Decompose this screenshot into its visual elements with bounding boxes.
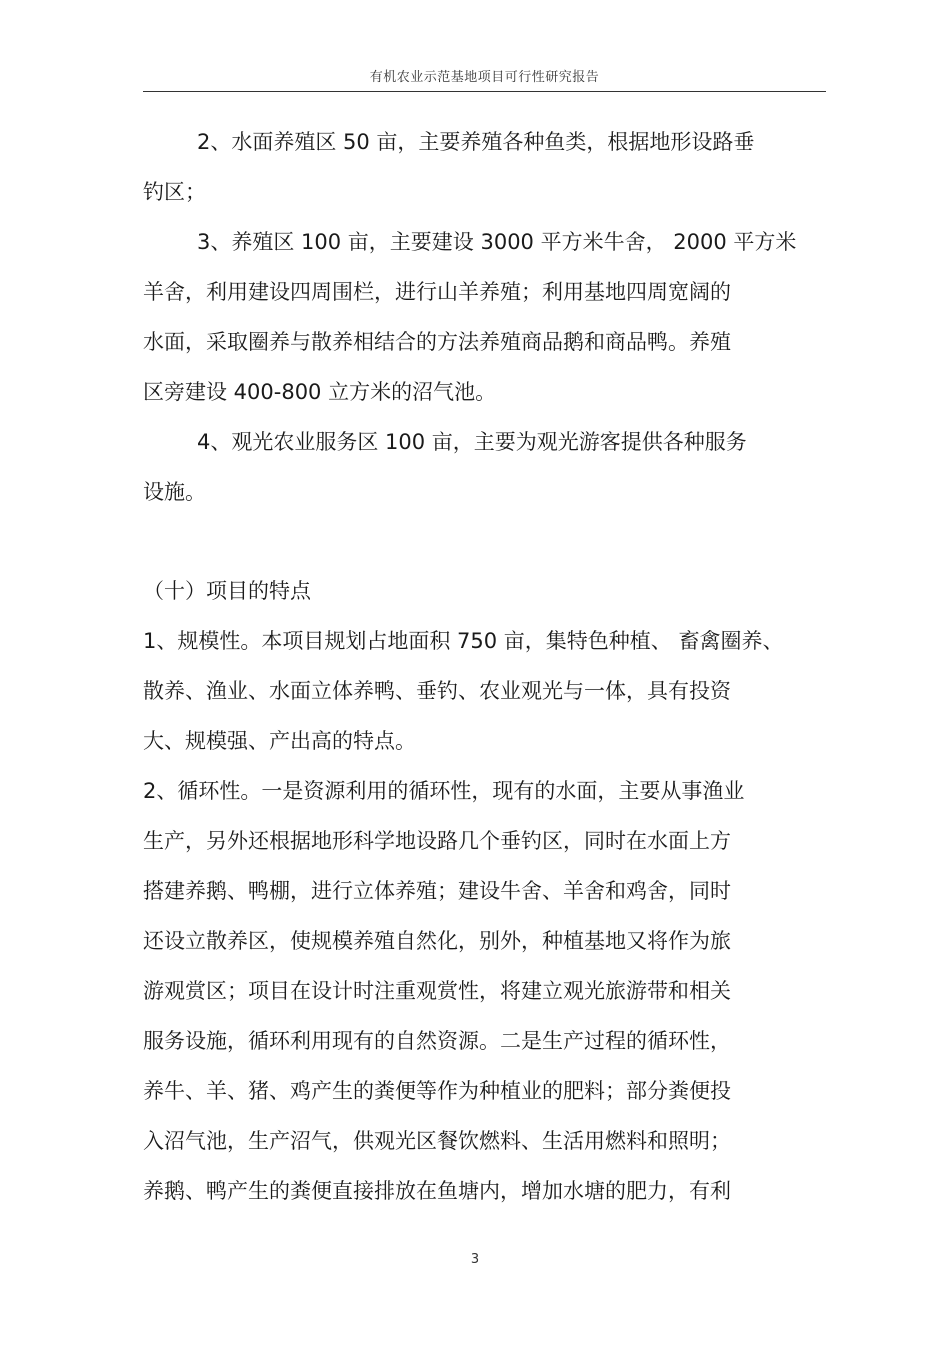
paragraph-line: 羊舍，利用建设四周围栏，进行山羊养殖；利用基地四周宽阔的 (143, 280, 731, 304)
paragraph-line: 1、规模性。本项目规划占地面积 750 亩，集特色种植、 畜禽圈养、 (143, 629, 784, 653)
paragraph-line: 养鹅、鸭产生的粪便直接排放在鱼塘内，增加水塘的肥力，有利 (143, 1179, 731, 1203)
page-header-title: 有机农业示范基地项目可行性研究报告 (369, 70, 600, 85)
paragraph-line: 设施。 (143, 480, 206, 504)
paragraph-line: 还设立散养区，使规模养殖自然化，别外，种植基地又将作为旅 (143, 929, 731, 953)
page-number: 3 (470, 1252, 480, 1267)
paragraph-line: 水面，采取圈养与散养相结合的方法养殖商品鹅和商品鸭。养殖 (143, 330, 731, 354)
paragraph-line: 4、观光农业服务区 100 亩，主要为观光游客提供各种服务 (197, 430, 747, 454)
section-heading: （十）项目的特点 (143, 579, 311, 603)
paragraph-line: 生产，另外还根据地形科学地设路几个垂钓区，同时在水面上方 (143, 829, 731, 853)
header-divider (143, 91, 826, 92)
paragraph-line: 2、循环性。一是资源利用的循环性，现有的水面，主要从事渔业 (143, 779, 745, 803)
paragraph-line: 养牛、羊、猪、鸡产生的粪便等作为种植业的肥料；部分粪便投 (143, 1079, 731, 1103)
paragraph-line: 搭建养鹅、鸭棚，进行立体养殖；建设牛舍、羊舍和鸡舍，同时 (143, 879, 731, 903)
paragraph-line: 游观赏区；项目在设计时注重观赏性，将建立观光旅游带和相关 (143, 979, 731, 1003)
paragraph-line: 钓区； (143, 180, 206, 204)
paragraph-line: 3、养殖区 100 亩，主要建设 3000 平方米牛舍， 2000 平方米 (197, 230, 797, 254)
paragraph-line: 服务设施，循环利用现有的自然资源。二是生产过程的循环性， (143, 1029, 731, 1053)
paragraph-line: 入沼气池，生产沼气，供观光区餐饮燃料、生活用燃料和照明； (143, 1129, 731, 1153)
paragraph-line: 2、水面养殖区 50 亩，主要养殖各种鱼类，根据地形设路垂 (197, 130, 755, 154)
paragraph-line: 散养、渔业、水面立体养鸭、垂钓、农业观光与一体，具有投资 (143, 679, 731, 703)
paragraph-line: 区旁建设 400-800 立方米的沼气池。 (143, 380, 497, 404)
paragraph-line: 大、规模强、产出高的特点。 (143, 729, 416, 753)
